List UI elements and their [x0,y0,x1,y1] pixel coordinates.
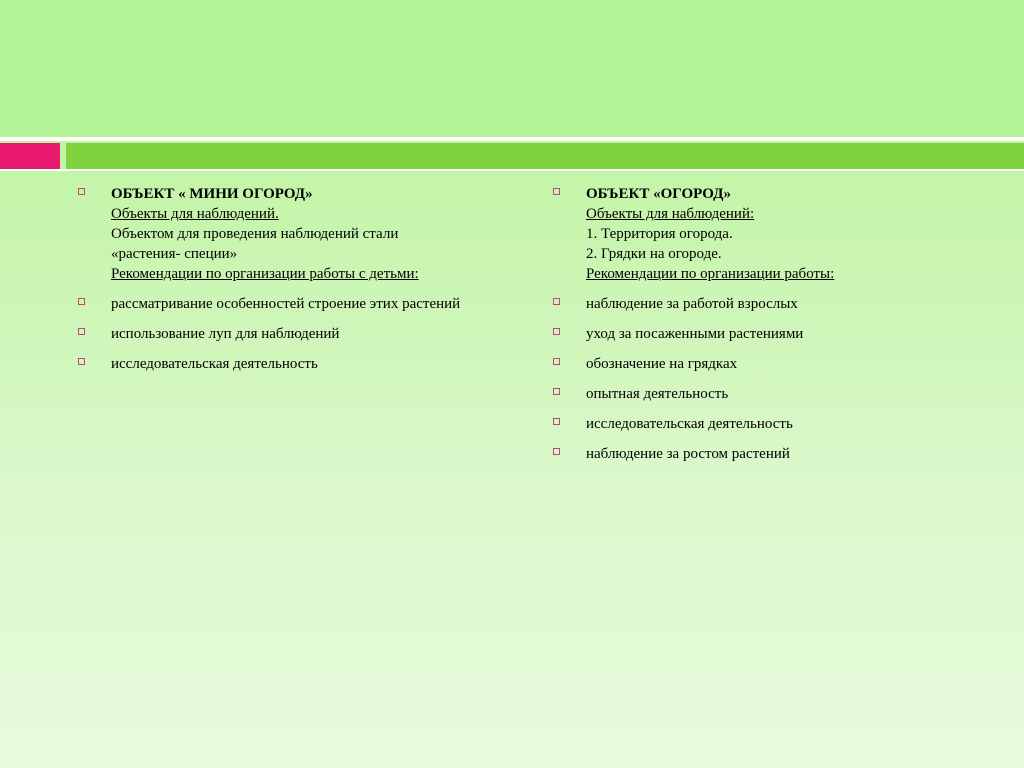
square-bullet-icon [553,418,560,425]
header-band [0,0,1024,137]
right-subtitle: Объекты для наблюдений: [586,206,755,222]
left-title: ОБЪЕКТ « МИНИ ОГОРОД» [111,186,313,202]
accent-green-bar [66,143,1024,169]
square-bullet-icon [553,358,560,365]
right-recommendations-heading: Рекомендации по организации работы: [586,266,835,282]
list-item [553,294,993,314]
square-bullet-icon [553,388,560,395]
list-item [553,384,993,404]
right-column [553,184,993,474]
left-recommendations-heading: Рекомендации по организации работы с детьми: [111,266,419,282]
accent-pink-block [0,143,60,169]
list-item-text: исследовательская деятельность [586,416,793,432]
square-bullet-icon [78,298,85,305]
square-bullet-icon [553,298,560,305]
square-bullet-icon [78,188,85,195]
right-header-block [553,184,993,284]
left-header-block [78,184,498,284]
square-bullet-icon [553,328,560,335]
square-bullet-icon [78,358,85,365]
list-item-text: наблюдение за работой взрослых [586,296,798,312]
square-bullet-icon [553,188,560,195]
left-text-line-2: «растения- специи» [111,246,238,262]
left-column [78,184,498,384]
list-item-text: опытная деятельность [586,386,729,402]
left-text-line-1: Объектом для проведения наблюдений стали [111,226,399,242]
list-item-text: уход за посаженными растениями [586,326,804,342]
list-item [78,294,498,314]
list-item-text: использование луп для наблюдений [111,326,340,342]
list-item-text: обозначение на грядках [586,356,738,372]
top-divider [0,137,1024,141]
right-text-line-2: 2. Грядки на огороде. [586,246,722,262]
right-text-line-1: 1. Территория огорода. [586,226,733,242]
square-bullet-icon [78,328,85,335]
right-title: ОБЪЕКТ «ОГОРОД» [586,186,731,202]
list-item [78,324,498,344]
list-item [553,414,993,434]
list-item [553,324,993,344]
list-item [553,354,993,374]
list-item [553,444,993,464]
list-item [78,354,498,374]
square-bullet-icon [553,448,560,455]
bottom-divider [0,169,1024,171]
list-item-text: исследовательская деятельность [111,356,318,372]
list-item-text: рассматривание особенностей строение этих растений [111,296,461,312]
list-item-text: наблюдение за ростом растений [586,446,790,462]
left-subtitle: Объекты для наблюдений. [111,206,279,222]
